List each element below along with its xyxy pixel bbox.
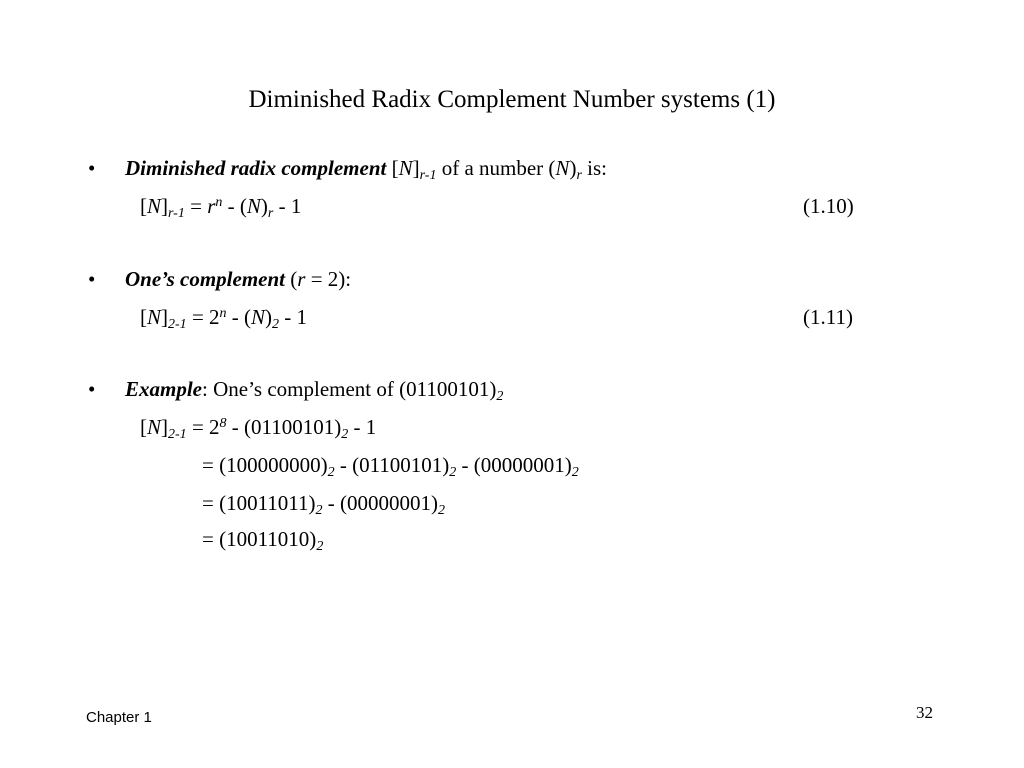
equation-number-1-10: (1.10) <box>803 194 854 218</box>
footer-chapter: Chapter 1 <box>86 709 152 726</box>
b1-N-number: N <box>555 156 570 180</box>
eq110-tail: - 1 <box>273 194 302 218</box>
b1-N: N <box>398 156 413 180</box>
term-example: Example <box>125 377 202 401</box>
eq111-equals: = 2 <box>186 305 220 329</box>
bullet-3-text <box>125 376 503 402</box>
slide-title: Diminished Radix Complement Number systems (1) <box>248 86 776 113</box>
term-diminished-radix-complement: Diminished radix complement <box>125 156 387 180</box>
ex1-equals: = 2 <box>186 415 220 439</box>
eq110-N2: N <box>246 194 261 218</box>
b1-bracket-close: ] <box>412 156 420 180</box>
ex4-sa: 2 <box>316 539 324 554</box>
b1-bracket-open: [ <box>391 156 399 180</box>
equation-number-1-11: (1.11) <box>803 305 853 329</box>
bullet-2-glyph: • <box>88 267 96 291</box>
eq110-r: r <box>207 194 216 218</box>
equation-1-10 <box>140 193 301 219</box>
term-ones-complement: One’s complement <box>125 267 286 291</box>
eq110-equals: = <box>184 194 208 218</box>
ex1-sub-2: 2 <box>341 427 349 442</box>
b1-sub-r: r <box>576 168 582 183</box>
bullet-1-text <box>125 155 607 181</box>
ex3-b: - (00000001) <box>322 491 439 515</box>
eq111-tail: - 1 <box>279 305 308 329</box>
eq110-sub-r: r <box>267 206 274 221</box>
eq110-close2: ) <box>260 194 268 218</box>
eq111-open: [ <box>140 305 147 329</box>
ex1-sub: 2-1 <box>168 427 187 442</box>
eq111-N2: N <box>251 305 266 329</box>
eq110-close: ] <box>161 194 169 218</box>
ex2-sa: 2 <box>327 465 335 480</box>
ex2-sb: 2 <box>449 465 457 480</box>
bullet-3-glyph: • <box>88 377 96 401</box>
b2-text1: ( <box>285 267 298 291</box>
ex2-b: - (01100101) <box>334 453 450 477</box>
b2-r: r <box>297 267 306 291</box>
eq111-sup-n: n <box>219 306 227 321</box>
eq111-sub: 2-1 <box>168 317 187 332</box>
example-line-2 <box>202 452 579 478</box>
bullet-1-glyph: • <box>88 156 96 180</box>
eq111-sub-2: 2 <box>272 317 280 332</box>
b3-sub: 2 <box>496 389 504 404</box>
ex1-mid: - (01100101) <box>226 415 342 439</box>
eq110-open: [ <box>140 194 147 218</box>
ex3-sb: 2 <box>438 503 446 518</box>
eq111-close: ] <box>161 305 169 329</box>
eq111-N: N <box>147 305 162 329</box>
eq111-close2: ) <box>265 305 273 329</box>
ex2-sc: 2 <box>571 465 579 480</box>
b1-subscript: r-1 <box>419 168 437 183</box>
ex1-close: ] <box>161 415 169 439</box>
bullet-2-text <box>125 266 351 292</box>
ex4-a: = (10011010) <box>202 527 317 551</box>
example-line-3 <box>202 490 445 516</box>
ex1-N: N <box>147 415 162 439</box>
ex2-a: = (100000000) <box>202 453 328 477</box>
ex2-c: - (00000001) <box>456 453 572 477</box>
equation-1-11 <box>140 304 307 330</box>
b2-text2: = 2): <box>305 267 352 291</box>
eq110-sup-n: n <box>215 195 223 210</box>
ex3-a: = (10011011) <box>202 491 316 515</box>
eq110-N: N <box>147 194 162 218</box>
example-line-1 <box>140 414 376 440</box>
ex1-open: [ <box>140 415 147 439</box>
b1-text3: is: <box>581 156 607 180</box>
b1-text2: ) <box>569 156 577 180</box>
example-line-4 <box>202 526 323 552</box>
eq110-sub: r-1 <box>168 206 185 221</box>
b1-text1: of a number ( <box>436 156 556 180</box>
b3-text1: : One’s complement of (01100101) <box>202 377 497 401</box>
ex1-tail: - 1 <box>348 415 377 439</box>
page-number: 32 <box>916 703 933 722</box>
ex3-sa: 2 <box>315 503 323 518</box>
eq110-minus: - ( <box>222 194 247 218</box>
ex1-sup-8: 8 <box>219 416 227 431</box>
eq111-minus: - ( <box>226 305 252 329</box>
